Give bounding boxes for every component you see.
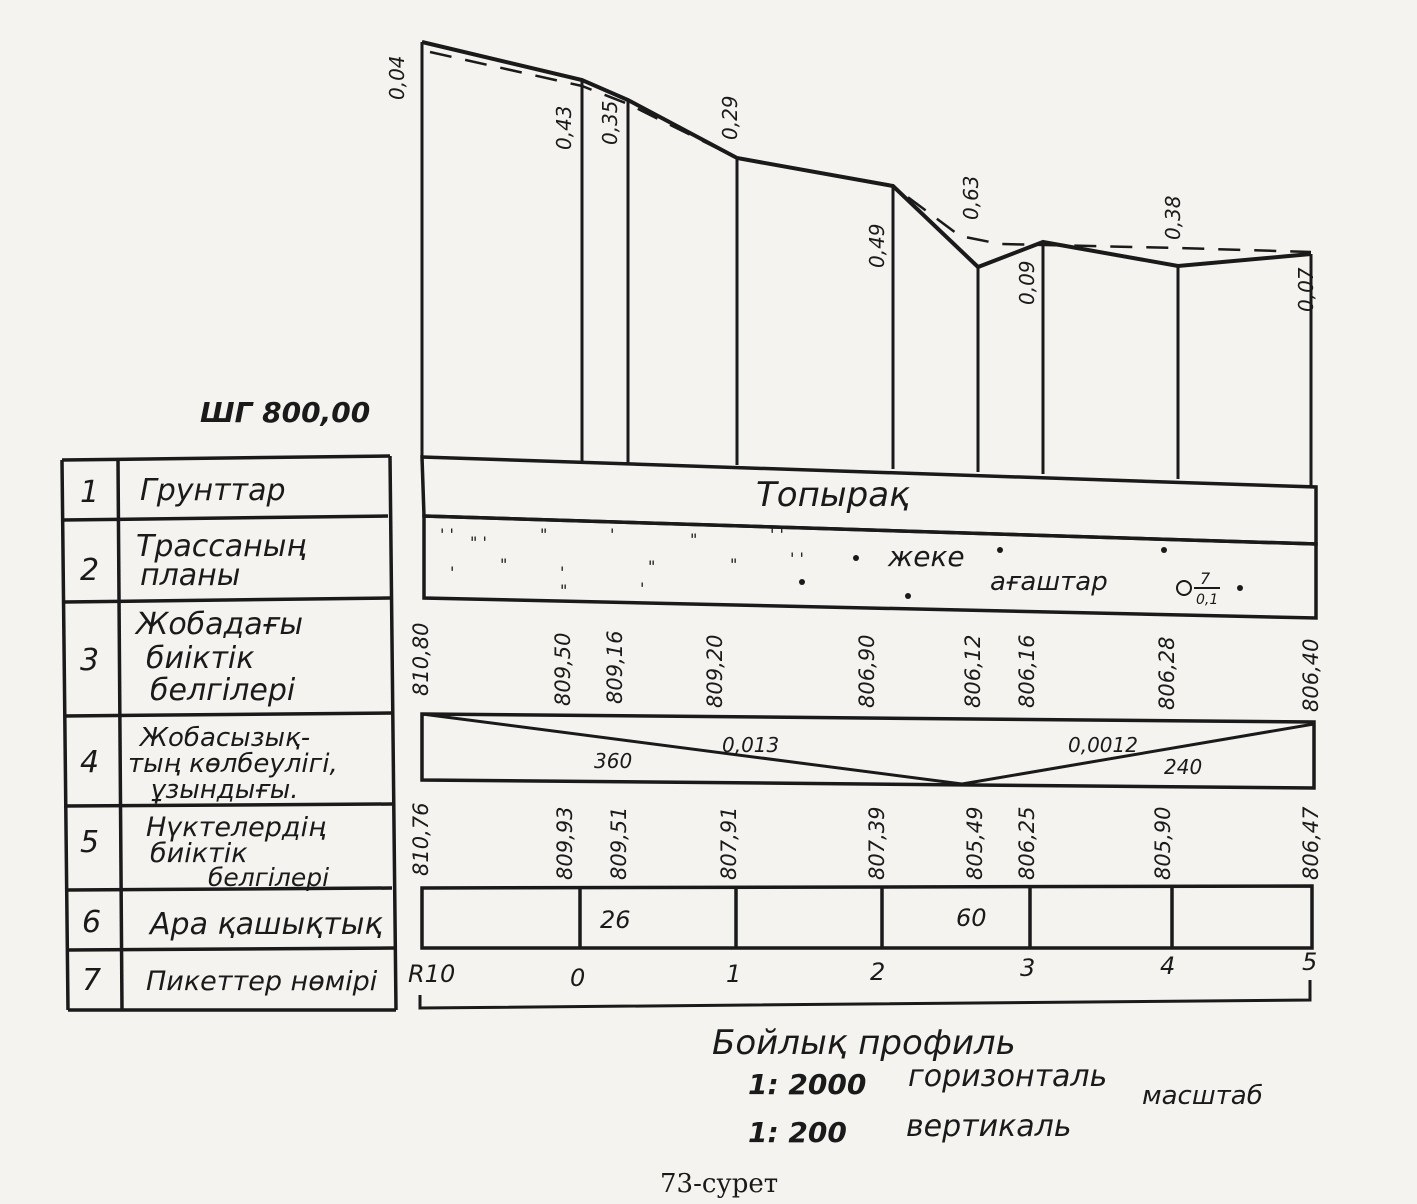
scale-h-ratio: 1: 2000	[748, 1068, 867, 1101]
svg-text:.: .	[440, 585, 446, 604]
design-mark: 809,16	[603, 630, 627, 704]
design-mark: 809,50	[551, 632, 575, 706]
svg-text:' ': ' '	[790, 549, 804, 568]
work-mark: 0,29	[718, 95, 742, 140]
slope-length: 360	[594, 749, 633, 773]
picket-number: 0	[570, 964, 586, 992]
row-number: 1	[80, 475, 100, 510]
row-number: 7	[82, 963, 102, 998]
datum-label: ШГ 800,00	[200, 396, 371, 429]
ground-mark: 806,25	[1015, 806, 1039, 880]
plan-word-single: жеке	[888, 540, 965, 573]
svg-text:": "	[690, 530, 698, 549]
svg-text:": "	[730, 555, 738, 574]
svg-text:": "	[500, 555, 508, 574]
row-number: 6	[82, 905, 102, 940]
tree-fraction-numerator: 7	[1200, 569, 1211, 588]
row-label: тың көлбеулігі,	[128, 749, 338, 779]
row-label: Жобасызық-	[140, 723, 311, 753]
picket-number: 5	[1302, 948, 1318, 976]
work-mark: 0,35	[598, 100, 622, 145]
ground-marks	[409, 803, 1323, 880]
row-number: 3	[80, 643, 100, 678]
row-number: 2	[80, 553, 100, 588]
work-mark: 0,43	[552, 105, 576, 150]
slope-line	[962, 724, 1314, 784]
plan-band	[424, 516, 1316, 618]
svg-text:": "	[560, 581, 568, 600]
ground-mark: 805,49	[963, 806, 987, 880]
header-rows	[80, 473, 383, 998]
soil-label: Топырақ	[756, 475, 910, 515]
scale-v-ratio: 1: 200	[748, 1116, 847, 1149]
ground-mark: 809,51	[607, 806, 631, 880]
work-mark: 0,38	[1161, 195, 1185, 240]
svg-text:" ': " '	[470, 533, 487, 552]
svg-text:': '	[560, 563, 565, 582]
design-mark: 809,20	[703, 634, 727, 708]
work-mark: 0,09	[1015, 260, 1039, 305]
distance-band	[422, 886, 1312, 948]
row-label: Грунттар	[140, 473, 286, 508]
row-label: Жобадағы	[136, 607, 304, 642]
row-label: биіктік	[146, 641, 255, 676]
ground-mark: 809,93	[553, 806, 577, 880]
row-label: Ара қашықтық	[150, 907, 383, 942]
row-label: Трассаның	[136, 529, 307, 564]
row-label: планы	[140, 558, 241, 593]
picket-number: 1	[726, 960, 742, 988]
svg-text:": "	[648, 557, 656, 576]
tree-fraction-denominator: 0,1	[1196, 592, 1219, 608]
svg-text:': '	[450, 563, 455, 582]
distance-value: 26	[600, 906, 631, 934]
design-mark: 806,90	[855, 634, 879, 708]
profile-title: Бойлық профиль	[712, 1023, 1016, 1063]
slope-grade: 0,0012	[1068, 733, 1138, 757]
picket-number: R10	[408, 960, 456, 988]
svg-text:': '	[610, 525, 615, 544]
row-label: белгілері	[150, 673, 296, 708]
row-number: 4	[80, 745, 100, 780]
figure-caption: 73-сурет	[660, 1169, 779, 1199]
design-mark: 806,12	[961, 634, 985, 708]
picket-number: 2	[870, 958, 886, 986]
svg-text:' ': ' '	[770, 525, 784, 544]
slope-length: 240	[1164, 755, 1203, 779]
design-mark: 806,28	[1155, 636, 1179, 710]
row-label: биіктік	[150, 838, 248, 869]
band-grid	[420, 457, 1316, 1008]
ground-mark: 805,90	[1151, 806, 1175, 880]
svg-text:': '	[640, 579, 645, 598]
svg-text:' ': ' '	[440, 525, 454, 544]
scale-h-label: горизонталь	[908, 1059, 1108, 1094]
plan-word-trees: ағаштар	[990, 567, 1108, 597]
row-label: белгілері	[208, 863, 330, 892]
design-mark: 806,16	[1015, 634, 1039, 708]
row-label: Нүктелердің	[146, 812, 326, 843]
row-label: Пикеттер нөмірі	[146, 966, 378, 997]
design-marks	[409, 623, 1323, 712]
ground-mark: 807,91	[717, 806, 741, 880]
picket-number: 4	[1160, 952, 1176, 980]
picket-bracket	[420, 980, 1310, 1008]
work-mark: 0,07	[1294, 267, 1318, 312]
work-mark: 0,04	[385, 55, 409, 100]
ground-mark: 807,39	[865, 806, 889, 880]
scale-v-label: вертикаль	[906, 1109, 1072, 1144]
scale-word: масштаб	[1142, 1081, 1263, 1111]
design-mark: 806,40	[1299, 638, 1323, 712]
work-mark: 0,63	[959, 175, 983, 220]
slope-line	[422, 714, 962, 784]
ground-mark: 806,47	[1299, 806, 1323, 880]
ground-mark: 810,76	[409, 802, 433, 876]
row-label: ұзындығы.	[150, 775, 299, 805]
picket-number: 3	[1020, 954, 1036, 982]
work-mark: 0,49	[865, 223, 889, 268]
design-mark: 810,80	[409, 622, 433, 696]
distance-value: 60	[956, 904, 987, 932]
svg-text:": "	[540, 525, 548, 544]
slope-grade: 0,013	[722, 733, 780, 757]
row-number: 5	[80, 825, 100, 860]
picket-numbers	[408, 948, 1317, 992]
